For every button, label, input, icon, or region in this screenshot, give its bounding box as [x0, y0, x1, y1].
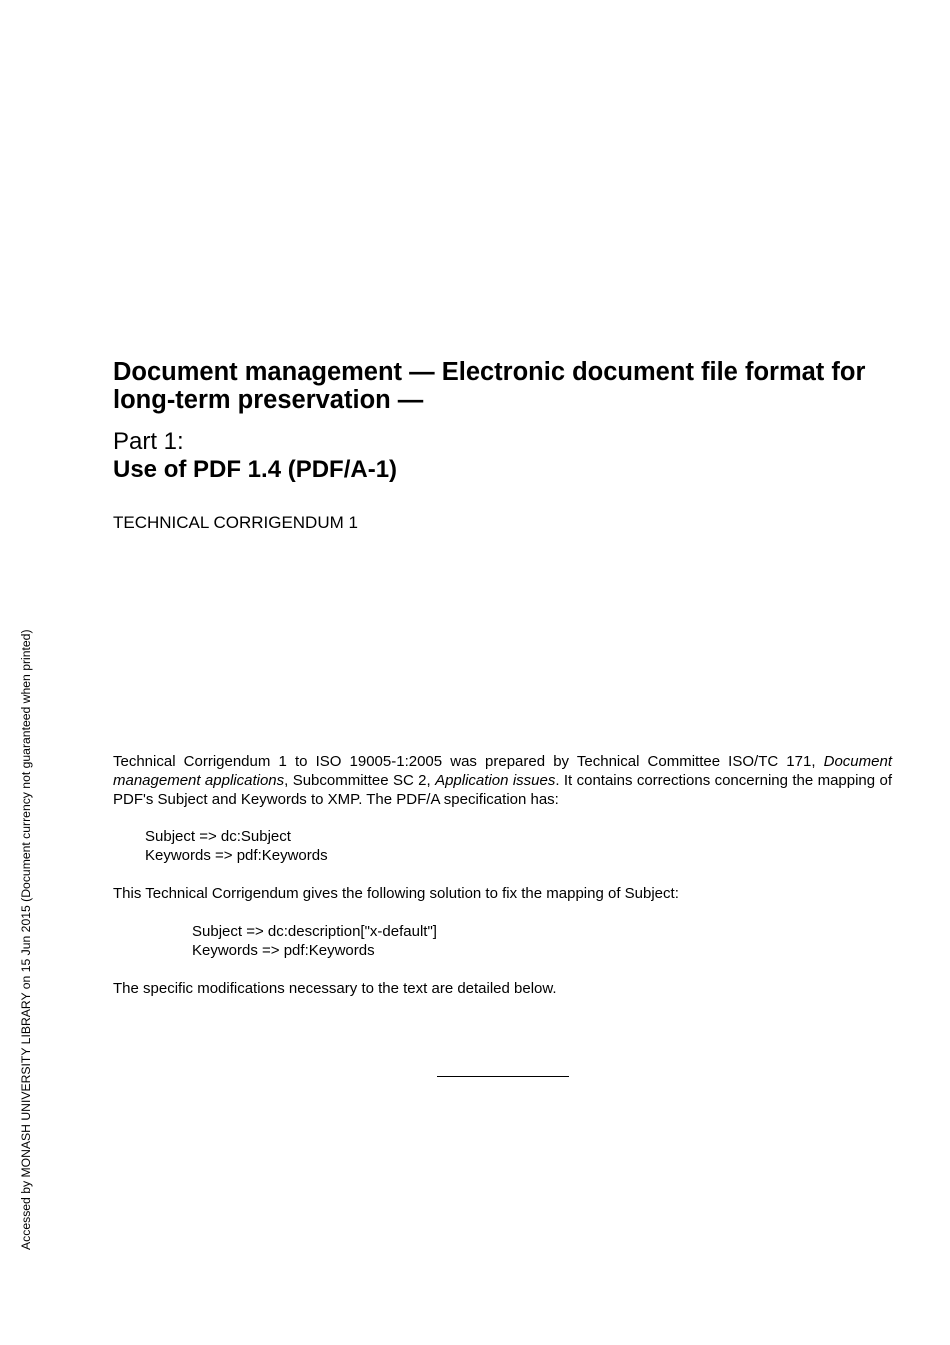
mapping-line: Subject => dc:description["x-default"] — [192, 923, 437, 940]
solution-intro: This Technical Corrigendum gives the following solution to fix the mapping of Subject: — [113, 885, 679, 902]
intro-text-3: . It contains corrections concerning the mapping of PDF's Subject and Keywords to XMP. The PDF/A specification has: — [113, 772, 892, 808]
part-label: Part 1: — [113, 428, 184, 455]
closing-sentence: The specific modifications necessary to the text are detailed below. — [113, 980, 557, 997]
subcommittee-name: Application issues — [435, 772, 556, 789]
intro-paragraph — [113, 752, 892, 809]
part-title: Use of PDF 1.4 (PDF/A-1) — [113, 456, 398, 483]
margin-access-note: Accessed by MONASH UNIVERSITY LIBRARY on 15 Jun 2015 (Document currency not guaranteed when printed) — [19, 629, 33, 1250]
fixed-mapping — [192, 922, 437, 960]
document-title: Document management — Electronic document file format for long-term preservation — — [113, 358, 866, 414]
committee-name: Document management applications — [113, 753, 892, 789]
corrigendum-label: TECHNICAL CORRIGENDUM 1 — [113, 513, 358, 532]
intro-text-1: Technical Corrigendum 1 to ISO 19005-1:2005 was prepared by Technical Committee ISO/TC 171, — [113, 753, 824, 770]
mapping-line: Keywords => pdf:Keywords — [192, 942, 375, 959]
original-mapping — [145, 827, 328, 865]
mapping-line: Subject => dc:Subject — [145, 828, 291, 845]
intro-text-2: , Subcommittee SC 2, — [284, 772, 436, 789]
mapping-line: Keywords => pdf:Keywords — [145, 847, 328, 864]
end-divider — [437, 1076, 569, 1077]
